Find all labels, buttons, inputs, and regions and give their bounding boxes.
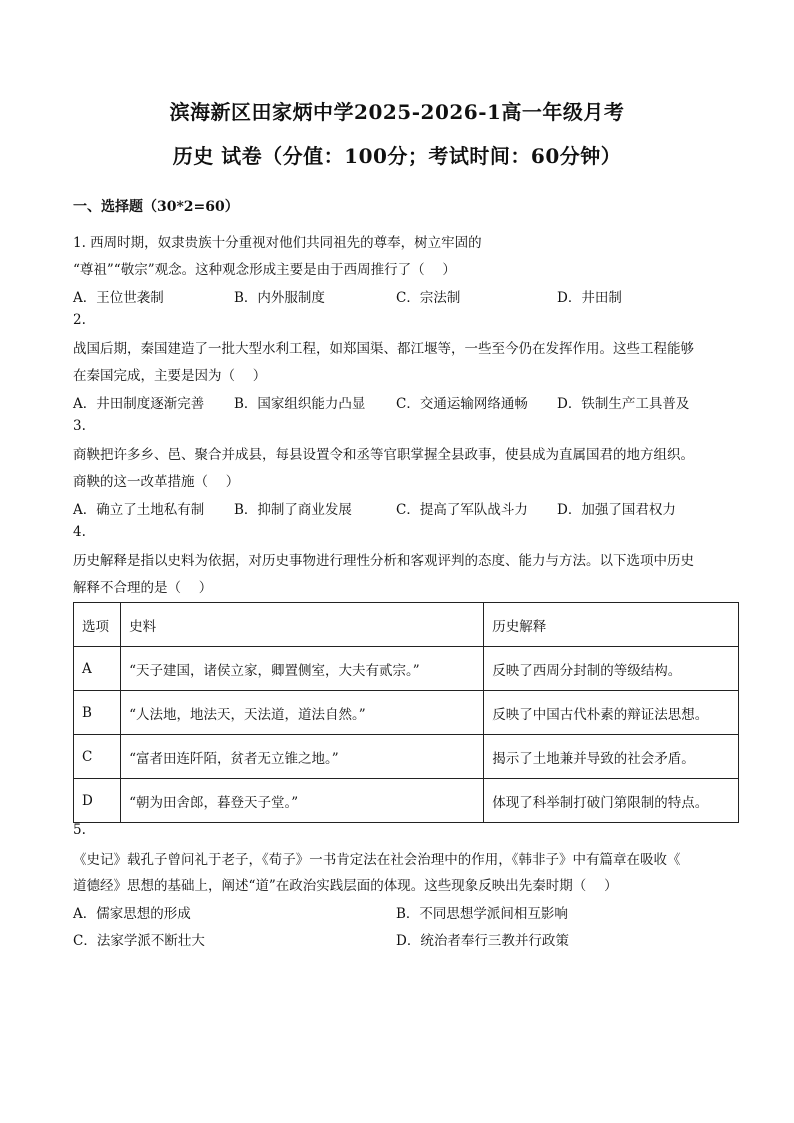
table-row[interactable] <box>74 779 739 823</box>
table-cell-option: B <box>74 691 121 735</box>
question-1-option-b[interactable]: B．内外服制度 <box>234 290 325 306</box>
table-cell-source: “天子建国，诸侯立家，卿置侧室，大夫有贰宗。” <box>121 647 484 691</box>
table-cell-source: “富者田连阡陌，贫者无立锥之地。” <box>121 735 484 779</box>
question-4-stem-line-2: 解释不合理的是（ ） <box>73 580 213 596</box>
question-5-option-d[interactable]: D．统治者奉行三教并行政策 <box>396 933 569 949</box>
question-4-stem-line-1: 历史解释是指以史料为依据，对历史事物进行理性分析和客观评判的态度、能力与方法。以下选项中历史 <box>73 553 694 569</box>
table-cell-interpretation: 体现了科举制打破门第限制的特点。 <box>484 779 739 823</box>
question-2-stem-line-1: 战国后期，秦国建造了一批大型水利工程，如郑国渠、都江堰等，一些至今仍在发挥作用。这些工程能够 <box>73 341 694 357</box>
table-header-row <box>74 603 739 647</box>
table-cell-interpretation: 反映了西周分封制的等级结构。 <box>484 647 739 691</box>
question-5-stem-line-1: 《史记》载孔子曾问礼于老子，《荀子》一书肯定法在社会治理中的作用，《韩非子》中有篇章在吸收《 <box>73 852 681 868</box>
section-heading: 一、选择题（30*2=60） <box>73 199 239 215</box>
question-5-option-c[interactable]: C．法家学派不断壮大 <box>73 933 205 949</box>
question-2-option-a[interactable]: A．井田制度逐渐完善 <box>73 396 205 412</box>
table-header-source: 史料 <box>121 603 484 647</box>
question-5-stem-line-2: 道德经》思想的基础上，阐述“道”在政治实践层面的体现。这些现象反映出先秦时期（ ） <box>73 878 618 894</box>
question-4-table <box>73 602 739 823</box>
question-3-option-a[interactable]: A．确立了土地私有制 <box>73 502 205 518</box>
exam-subtitle: 历史 试卷（分值：100分；考试时间：60分钟） <box>172 144 622 168</box>
table-cell-option: C <box>74 735 121 779</box>
question-3-option-b[interactable]: B．抑制了商业发展 <box>234 502 352 518</box>
question-1-option-c[interactable]: C．宗法制 <box>396 290 461 306</box>
table-cell-source: “朝为田舍郎，暮登天子堂。” <box>121 779 484 823</box>
question-3-option-c[interactable]: C．提高了军队战斗力 <box>396 502 528 518</box>
question-3-number: 3. <box>73 418 86 434</box>
question-3-option-d[interactable]: D．加强了国君权力 <box>557 502 676 518</box>
question-2-stem-line-2: 在秦国完成，主要是因为（ ） <box>73 368 267 384</box>
question-1-option-d[interactable]: D．井田制 <box>557 290 622 306</box>
table-cell-interpretation: 反映了中国古代朴素的辩证法思想。 <box>484 691 739 735</box>
table-row[interactable] <box>74 735 739 779</box>
table-header-option: 选项 <box>74 603 121 647</box>
table-cell-option: A <box>74 647 121 691</box>
exam-title: 滨海新区田家炳中学2025-2026-1高一年级月考 <box>169 100 625 124</box>
question-1-stem-line-2: “尊祖”“敬宗”观念。这种观念形成主要是由于西周推行了（ ） <box>73 262 456 278</box>
question-2-option-c[interactable]: C．交通运输网络通畅 <box>396 396 528 412</box>
table-cell-interpretation: 揭示了土地兼并导致的社会矛盾。 <box>484 735 739 779</box>
question-5-option-a[interactable]: A．儒家思想的形成 <box>73 906 191 922</box>
table-header-interpretation: 历史解释 <box>484 603 739 647</box>
question-2-option-b[interactable]: B．国家组织能力凸显 <box>234 396 366 412</box>
question-2-option-d[interactable]: D．铁制生产工具普及 <box>557 396 690 412</box>
table-row[interactable] <box>74 647 739 691</box>
question-1-option-a[interactable]: A．王位世袭制 <box>73 290 164 306</box>
table-cell-source: “人法地，地法天，天法道，道法自然。” <box>121 691 484 735</box>
table-row[interactable] <box>74 691 739 735</box>
question-4-number: 4. <box>73 524 86 540</box>
question-2-number: 2. <box>73 312 86 328</box>
question-3-stem-line-1: 商鞅把许多乡、邑、聚合并成县，每县设置令和丞等官职掌握全县政事，使县成为直属国君的地方组织。 <box>73 447 694 463</box>
question-3-stem-line-2: 商鞅的这一改革措施（ ） <box>73 474 240 490</box>
question-5-number: 5. <box>73 822 86 838</box>
question-1-stem-line-1: 1. 西周时期，奴隶贵族十分重视对他们共同祖先的尊奉，树立牢固的 <box>73 235 482 251</box>
table-cell-option: D <box>74 779 121 823</box>
question-5-option-b[interactable]: B．不同思想学派间相互影响 <box>396 906 568 922</box>
